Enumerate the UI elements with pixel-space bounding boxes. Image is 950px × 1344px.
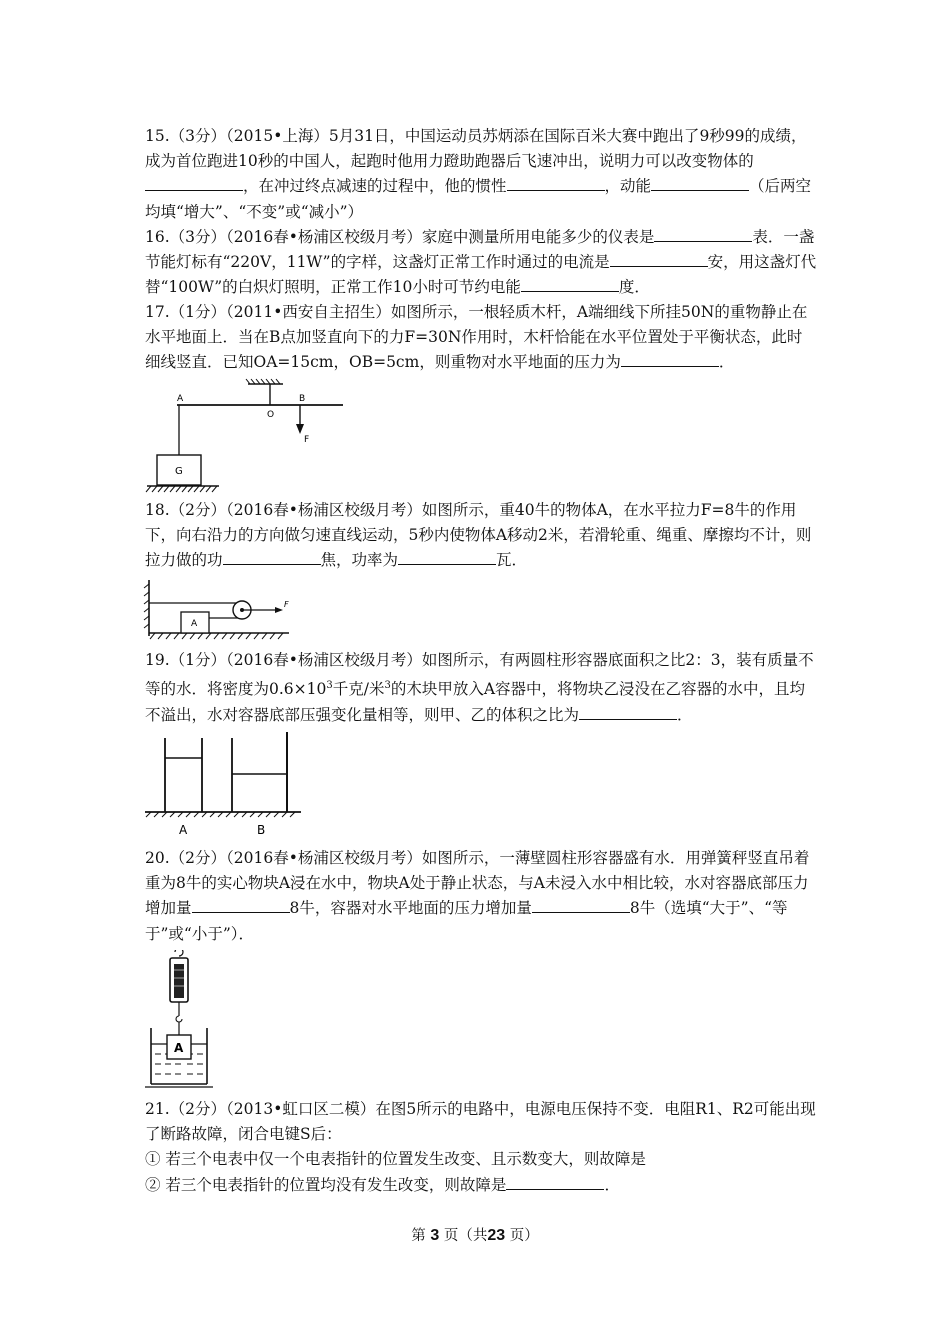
label-b: B <box>299 394 306 404</box>
q16-text-1: 16.（3分）（2016春•杨浦区校级月考）家庭中测量所用电能多少的仪表是 <box>145 228 655 246</box>
q20-blank-2[interactable] <box>532 897 630 913</box>
q17-text-1: 17.（1分）（2011•西安自主招生）如图所示，一根轻质木杆，A端细线下所挂50N的重物静止在水平地面上．当在B点加竖直向下的力F=30N作用时，木杆恰能在水平位置处于平衡状态，此时细线竖直．已知OA=15cm，OB=5cm，则重物对水平地面的压力为 <box>145 303 808 372</box>
label-o: O <box>267 410 275 420</box>
q18-blank-2[interactable] <box>398 549 496 565</box>
q18-blank-1[interactable] <box>223 549 321 565</box>
q16-blank-1[interactable] <box>654 226 752 242</box>
q15-blank-3[interactable] <box>651 175 749 191</box>
label-f: F <box>304 435 310 445</box>
q18-text-1: 18.（2分）（2016春•杨浦区校级月考）如图所示，重40牛的物体A，在水平拉力F=8牛的作用下，向右沿力的方向做匀速直线运动，5秒内使物体A移动2米，若滑轮重、绳重、摩擦均不计，则拉力做的功 <box>145 501 812 570</box>
question-16 <box>145 225 817 301</box>
q20-text-2: 8牛，容器对水平地面的压力增加量 <box>289 899 532 918</box>
q19-text-4: ． <box>677 705 693 724</box>
question-17 <box>145 300 817 376</box>
q18-text-2: 焦，功率为 <box>320 551 399 570</box>
q18-pulley-figure <box>143 578 293 642</box>
q19-containers-figure <box>143 728 303 840</box>
q16-blank-2[interactable] <box>610 251 708 267</box>
question-20 <box>145 846 817 947</box>
q19-blank-1[interactable] <box>579 704 677 720</box>
q16-text-4: 度． <box>618 278 650 297</box>
page-footer <box>0 1226 950 1246</box>
question-21 <box>145 1097 817 1198</box>
q21-line-2 <box>145 1173 817 1198</box>
q20-blank-1[interactable] <box>192 897 290 913</box>
question-18 <box>145 498 817 574</box>
label-b: B <box>257 823 266 837</box>
q15-blank-2[interactable] <box>507 175 605 191</box>
q16-text-3: 安，用这盏灯代替“100W”的白炽灯照明，正常工作10小时可节约电能 <box>145 253 817 297</box>
q18-text-3: 瓦． <box>496 551 528 570</box>
label-a: A <box>174 1041 184 1055</box>
q19-text-2: 千克/米 <box>332 680 385 699</box>
footer-total-pages: 23 <box>487 1227 506 1244</box>
q21-blank-1[interactable] <box>506 1174 604 1190</box>
q21-stem: 21.（2分）（2013•虹口区二模）在图5所示的电路中，电源电压保持不变．电阻R1、R2可能出现了断路故障，闭合电键S后： <box>145 1100 816 1144</box>
footer-pre: 第 <box>411 1228 426 1244</box>
q20-spring-scale-figure <box>143 950 215 1092</box>
q21-line-1: ① 若三个电表中仅一个电表指针的位置发生改变、且示数变大，则故障是 <box>145 1150 646 1169</box>
q17-lever-figure <box>143 378 348 496</box>
label-a: A <box>179 823 188 837</box>
label-f: F <box>284 600 289 609</box>
q17-blank-1[interactable] <box>621 351 719 367</box>
question-15 <box>145 124 817 225</box>
q20-text-1: 20.（2分）（2016春•杨浦区校级月考）如图所示，一薄壁圆柱形容器盛有水．用弹簧秤竖直吊着重为8牛的实心物块A浸在水中，物块A处于静止状态，与A未浸入水中相比较，水对容器底部压力增加量 <box>145 849 810 918</box>
q15-text-4: （后两空均填“增大”、“不变”或“减小”） <box>145 177 812 221</box>
label-a: A <box>177 394 184 404</box>
q20-text-3: 8牛（选填“大于”、“等于”或“小于”）． <box>145 899 788 943</box>
q15-text-2: ，在冲过终点减速的过程中，他的惯性 <box>243 177 507 196</box>
footer-page-number: 3 <box>430 1227 440 1244</box>
q19-sup-2: 3 <box>384 680 391 692</box>
q21-line-2-end: ． <box>604 1175 620 1194</box>
q19-text-3: 的木块甲放入A容器中，将物块乙浸没在乙容器的水中，且均不溢出，水对容器底部压强变化量相等，则甲、乙的体积之比为 <box>145 680 806 724</box>
q19-sup-1: 3 <box>326 680 333 692</box>
question-19 <box>145 648 817 728</box>
q15-text-1: 15.（3分）（2015•上海）5月31日，中国运动员苏炳添在国际百米大赛中跑出了9秒99的成绩，成为首位跑进10秒的中国人，起跑时他用力蹬助跑器后飞速冲出，说明力可以改变物体的 <box>145 127 807 171</box>
q15-text-3: ，动能 <box>604 177 652 196</box>
footer-post: 页） <box>509 1228 539 1244</box>
q15-blank-1[interactable] <box>145 175 243 191</box>
q16-blank-3[interactable] <box>521 276 619 292</box>
label-g: G <box>175 466 183 477</box>
q17-text-2: ． <box>718 353 735 372</box>
q19-text-1: 19.（1分）（2016春•杨浦区校级月考）如图所示，有两圆柱形容器底面积之比2：3，装有质量不等的水．将密度为0.6×10 <box>145 651 814 699</box>
label-a: A <box>191 619 198 629</box>
q21-line-2-text: ② 若三个电表指针的位置均没有发生改变，则故障是 <box>145 1175 507 1194</box>
footer-mid: 页（共 <box>443 1228 488 1244</box>
q16-text-2: 表．一盏节能灯标有“220V，11W”的字样，这盏灯正常工作时通过的电流是 <box>145 228 815 272</box>
